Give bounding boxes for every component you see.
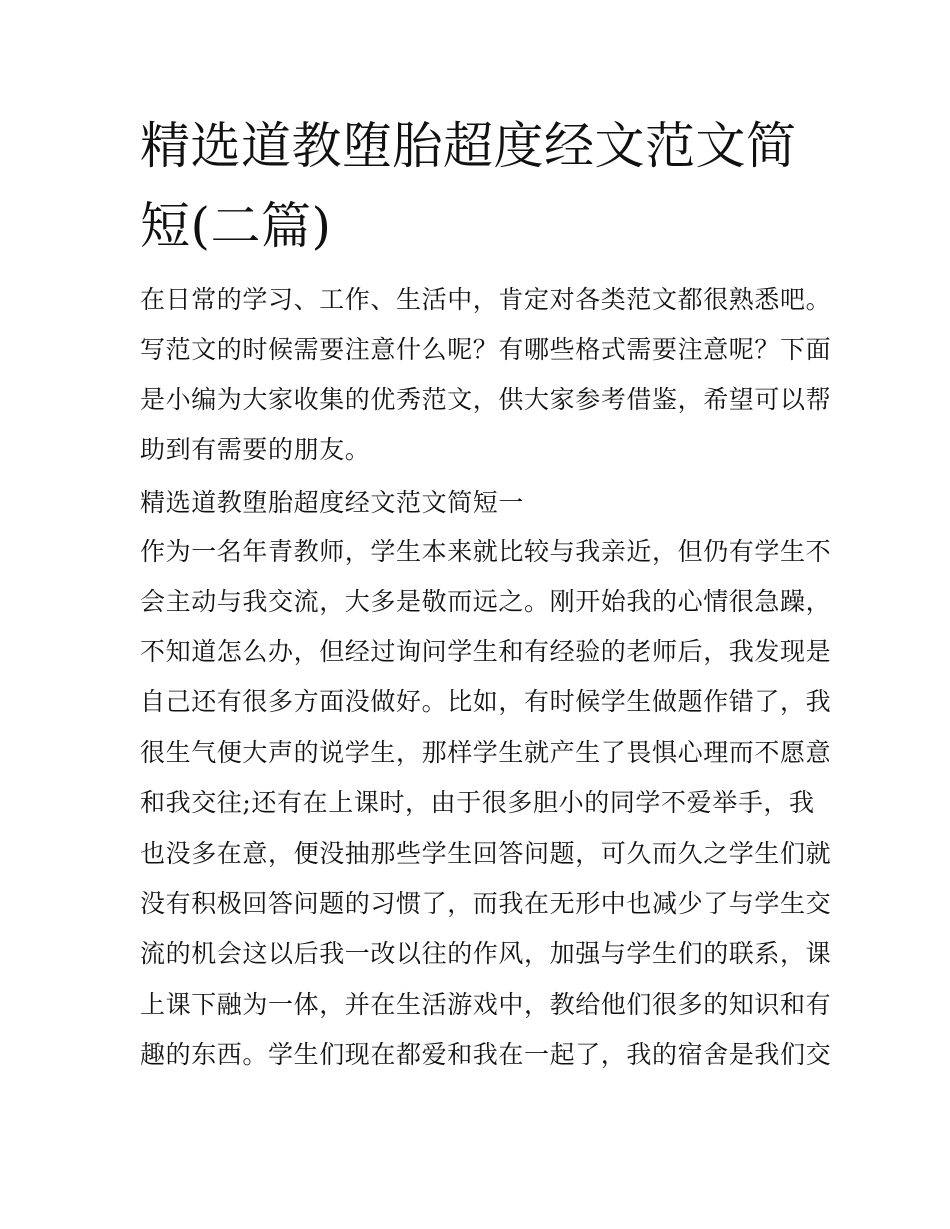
body-paragraph-line: 作为一名年青教师，学生本来就比较与我亲近，但仍有学生不 [140, 537, 832, 566]
document-title-line-1: 精选道教堕胎超度经文范文简 [140, 117, 797, 175]
intro-paragraph-line: 助到有需要的朋友。 [140, 435, 371, 464]
body-paragraph-line: 没有积极回答问题的习惯了，而我在无形中也减少了与学生交 [140, 889, 832, 918]
intro-paragraph-line: 是小编为大家收集的优秀范文，供大家参考借鉴，希望可以帮 [140, 385, 832, 414]
body-paragraph-line: 和我交往;还有在上课时，由于很多胆小的同学不爱举手，我 [140, 788, 815, 817]
body-paragraph-line: 自己还有很多方面没做好。比如，有时候学生做题作错了，我 [140, 687, 832, 716]
body-paragraph-line: 很生气便大声的说学生，那样学生就产生了畏惧心理而不愿意 [140, 738, 832, 767]
body-paragraph-line: 趣的东西。学生们现在都爱和我在一起了，我的宿舍是我们交 [140, 1040, 832, 1069]
body-paragraph-line: 也没多在意，便没抽那些学生回答问题，可久而久之学生们就 [140, 839, 832, 868]
body-paragraph-line: 不知道怎么办，但经过询问学生和有经验的老师后，我发现是 [140, 637, 832, 666]
body-paragraph-line: 上课下融为一体，并在生活游戏中，教给他们很多的知识和有 [140, 990, 832, 1019]
intro-paragraph-line: 在日常的学习、工作、生活中，肯定对各类范文都很熟悉吧。 [140, 285, 832, 314]
section-heading: 精选道教堕胎超度经文范文简短一 [140, 488, 525, 517]
body-paragraph-line: 会主动与我交流，大多是敬而远之。刚开始我的心情很急躁， [140, 587, 832, 616]
body-paragraph-line: 流的机会这以后我一改以往的作风，加强与学生们的联系，课 [140, 939, 832, 968]
intro-paragraph-line: 写范文的时候需要注意什么呢？有哪些格式需要注意呢？下面 [140, 335, 832, 364]
document-title-line-2: 短(二篇) [140, 197, 332, 255]
